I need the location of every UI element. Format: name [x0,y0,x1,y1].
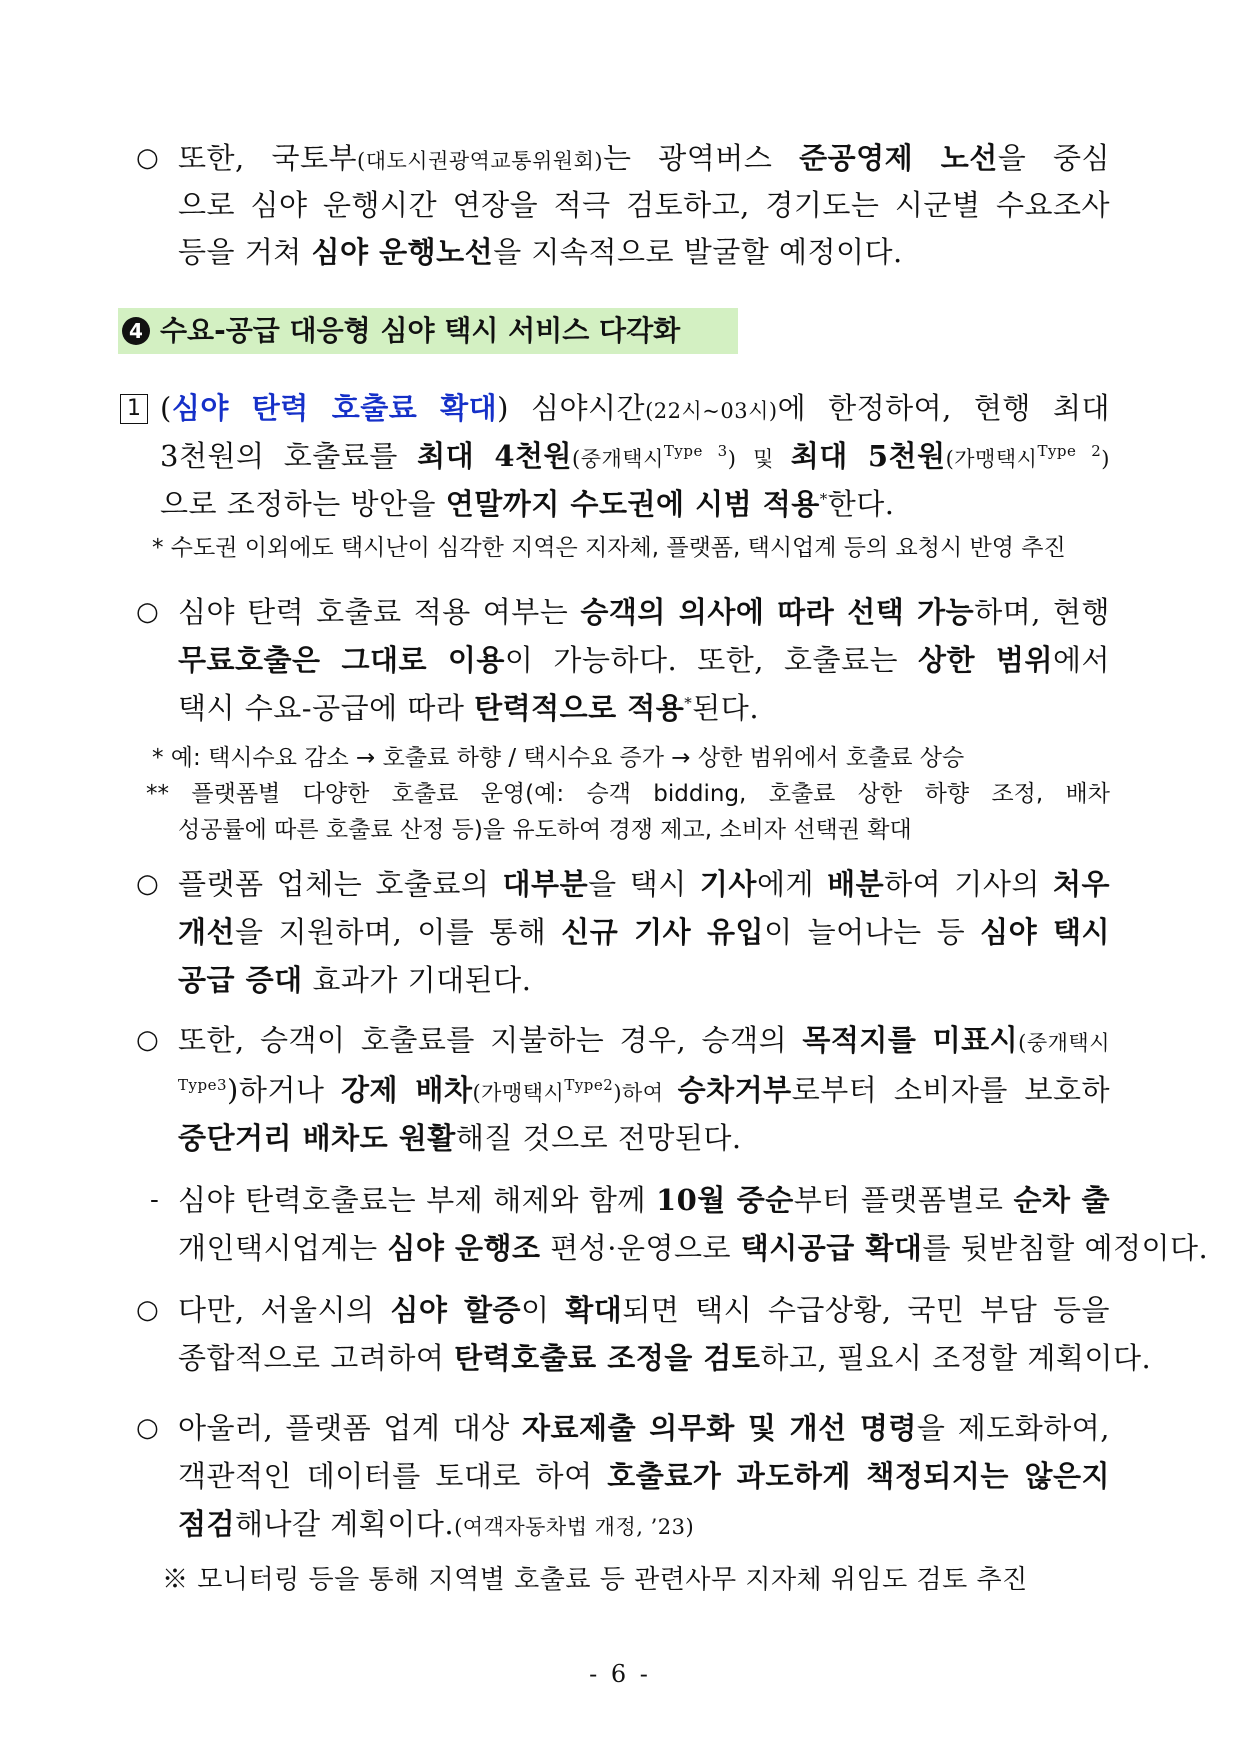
text-line: 점검해나갈 계획이다.(여객자동차법 개정, ’23) [178,1507,695,1541]
text-line: 심야 탄력호출료는 부제 해제와 함께 10월 중순부터 플랫폼별로 순차 출 [178,1183,1110,1217]
text-line: 으로 조정하는 방안을 연말까지 수도권에 시범 적용*한다. [160,487,895,521]
text-line: 등을 거쳐 심야 운행노선을 지속적으로 발굴할 예정이다. [178,235,903,269]
text-line: 개선을 지원하며, 이를 통해 신규 기사 유입이 늘어나는 등 심야 택시 [178,915,1110,949]
text-line: 공급 증대 효과가 기대된다. [178,963,532,997]
text-line: 심야 탄력 호출료 적용 여부는 승객의 의사에 따라 선택 가능하며, 현행 [178,595,1110,629]
text-line: 개인택시업계는 심야 운행조 편성·운영으로 택시공급 확대를 뒷받침할 예정이다. [178,1231,1209,1265]
footnote: * 예: 택시수요 감소 → 호출료 하향 / 택시수요 증가 → 상한 범위에서 호출료 상승 [152,745,965,771]
text-line: 또한, 승객이 호출료를 지불하는 경우, 승객의 목적지를 미표시(중개택시 [178,1023,1110,1057]
text-line: 객관적인 데이터를 토대로 하여 호출료가 과도하게 책정되지는 않은지 [178,1459,1110,1493]
text-line: 다만, 서울시의 심야 할증이 확대되면 택시 수급상황, 국민 부담 등을 [178,1293,1110,1327]
text-line: 으로 심야 운행시간 연장을 적극 검토하고, 경기도는 시군별 수요조사 [178,188,1110,222]
footnote: ** 플랫폼별 다양한 호출료 운영(예: 승객 bidding, 호출료 상한 하향 조정, 배차 [146,781,1110,807]
boxed-number: 1 [120,394,148,424]
text-line: $^{Type3}$)하거나 강제 배차(가맹택시$^{Type2}$)하여 승차거부로부터 소비자를 보호하 [178,1073,1110,1107]
footnote: 성공률에 따른 호출료 산정 등)을 유도하여 경쟁 제고, 소비자 선택권 확대 [178,817,912,843]
reference-note: ※ 모니터링 등을 통해 지역별 호출료 등 관련사무 지자체 위임도 검토 추진 [162,1565,1028,1595]
footnote: * 수도권 이외에도 택시난이 심각한 지역은 지자체, 플랫폼, 택시업계 등의 요청시 반영 추진 [152,535,1066,561]
text-line: 또한, 국토부(대도시권광역교통위원회)는 광역버스 준공영제 노선을 중심 [178,141,1110,175]
text-line: 택시 수요-공급에 따라 탄력적으로 적용*된다. [178,691,760,725]
number-badge: 4 [122,317,150,345]
bullet-circle: ○ [136,143,159,173]
text-line: 3천원의 호출료를 최대 4천원(중개택시$^{Type 3}$) 및 최대 5천원(가맹택시$^{Type 2}$) [160,439,1110,473]
text-line: 아울러, 플랫폼 업계 대상 자료제출 의무화 및 개선 명령을 제도화하여, [178,1411,1110,1445]
bullet-circle: ○ [136,869,159,899]
page-number: - 6 - [589,1660,651,1688]
text-line: 중단거리 배차도 원활해질 것으로 전망된다. [178,1121,742,1155]
text-line: 종합적으로 고려하여 탄력호출료 조정을 검토하고, 필요시 조정할 계획이다. [178,1341,1152,1375]
bullet-circle: ○ [136,597,159,627]
text-line: 무료호출은 그대로 이용이 가능하다. 또한, 호출료는 상한 범위에서 [178,643,1110,677]
bullet-circle: ○ [136,1025,159,1055]
text-line: (심야 탄력 호출료 확대) 심야시간(22시~03시)에 한정하여, 현행 최대 [160,391,1110,425]
bullet-circle: ○ [136,1413,159,1443]
text-line: 플랫폼 업체는 호출료의 대부분을 택시 기사에게 배분하여 기사의 처우 [178,867,1110,901]
bullet-circle: ○ [136,1295,159,1325]
section-heading: 4 수요-공급 대응형 심야 택시 서비스 다각화 [122,311,680,351]
bullet-dash: - [150,1185,159,1215]
